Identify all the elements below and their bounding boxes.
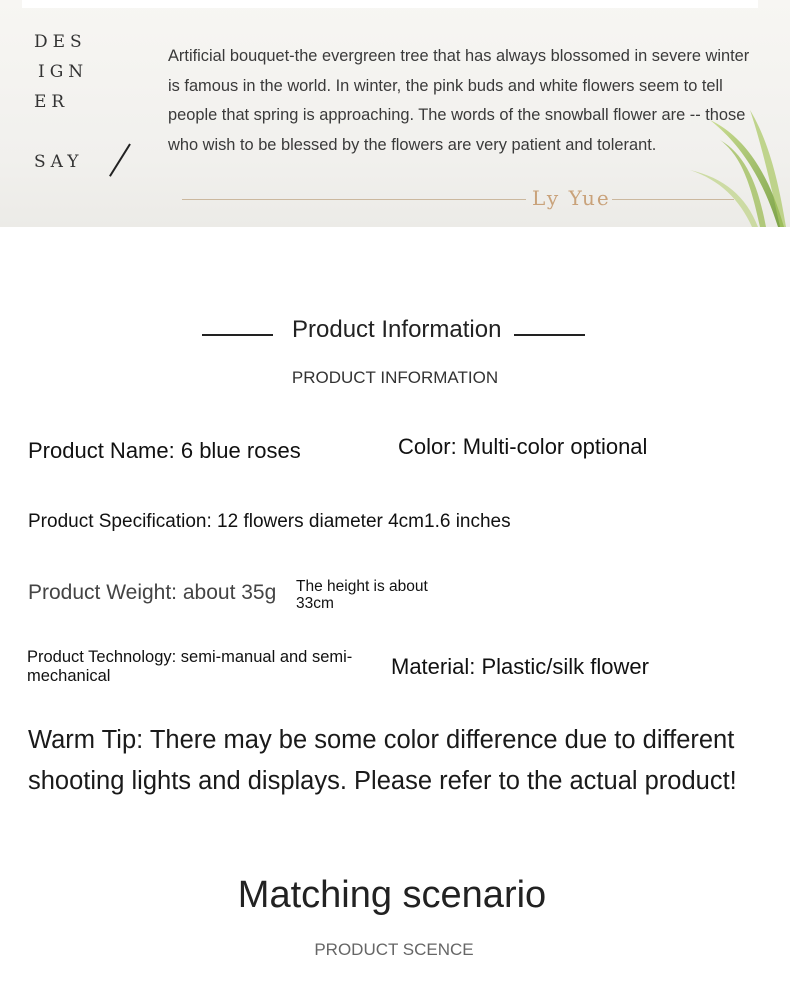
product-technology: Product Technology: semi-manual and semi-mechanical: [27, 648, 353, 685]
warm-tip: Warm Tip: There may be some color difference due to different shooting lights and displays. Please refer to the actual product!: [28, 726, 737, 795]
signature-name: Ly Yue: [532, 186, 611, 210]
product-material: Material: Plastic/silk flower: [391, 654, 649, 679]
heading-line-left: [202, 334, 273, 336]
designer-letters-4: SAY: [34, 152, 84, 172]
signature-row: [182, 186, 734, 214]
designer-say-banner: [0, 0, 790, 227]
product-info-subtitle: PRODUCT INFORMATION: [291, 368, 499, 387]
matching-scenario-title: Matching scenario: [237, 874, 547, 916]
product-specification: Product Specification: 12 flowers diameter 4cm1.6 inches: [28, 511, 511, 532]
product-info-heading: [200, 316, 590, 350]
banner-top-strip: [22, 0, 758, 8]
designer-say-logo: [34, 32, 124, 182]
designer-letters-3: ER: [34, 92, 70, 112]
slash-divider: [109, 143, 130, 176]
product-name: Product Name: 6 blue roses: [28, 438, 301, 463]
product-height: The height is about 33cm: [296, 578, 428, 612]
heading-line-right: [514, 334, 585, 336]
designer-quote: Artificial bouquet-the evergreen tree that has always blossomed in severe winter is famous in the world. In winter, the pink buds and white flowers seem to tell people that spring is approaching. The words of the snowball flower are -- those who wish to be blessed by the flowers are very patient and tolerant.: [168, 47, 750, 154]
product-weight: Product Weight: about 35g: [28, 581, 277, 604]
product-info-title: Product Information: [292, 316, 502, 343]
bamboo-leaf-icon: [680, 100, 790, 227]
product-color: Color: Multi-color optional: [398, 434, 648, 459]
matching-scenario-subtitle: PRODUCT SCENCE: [314, 940, 474, 959]
signature-line-left: [182, 199, 526, 200]
designer-letters-1: DES: [34, 32, 87, 52]
designer-letters-2: IGN: [38, 62, 89, 82]
